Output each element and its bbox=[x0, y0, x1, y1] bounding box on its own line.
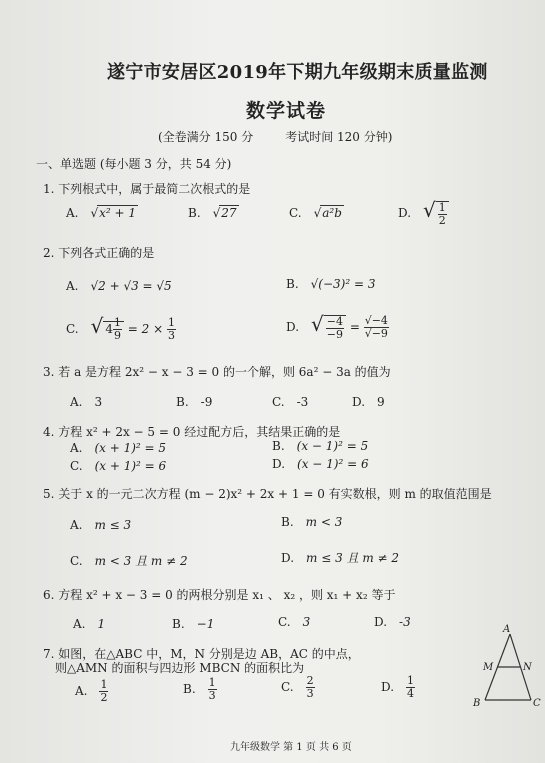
q1-option-d: D. √ $\frac{1}{2}$ bbox=[398, 198, 449, 227]
question-5: 5. 关于 x 的一元二次方程 (m − 2)x² + 2x + 1 = 0 有实数根，则 m 的取值范围是 bbox=[43, 487, 492, 501]
q5-option-a: A. m ≤ 3 bbox=[70, 518, 132, 532]
q3-option-c: C. -3 bbox=[272, 395, 309, 409]
q3-option-d: D. 9 bbox=[352, 395, 385, 409]
label-a: A bbox=[503, 624, 511, 635]
q4-option-b: B. (x − 1)² = 5 bbox=[272, 439, 369, 453]
q7-option-d: D. $\frac{1}{4}$ bbox=[381, 674, 415, 700]
question-7-line2: 则△AMN 的面积与四边形 MBCN 的面积比为 bbox=[55, 661, 305, 675]
q3-option-b: B. -9 bbox=[176, 395, 213, 409]
q1-option-a: A. √x² + 1 bbox=[66, 206, 137, 220]
question-4: 4. 方程 x² + 2x − 5 = 0 经过配方后，其结果正确的是 bbox=[43, 425, 341, 439]
exam-subtitle: 数学试卷 bbox=[246, 100, 327, 122]
q2-option-a: A. √2 + √3 = √5 bbox=[66, 279, 172, 293]
exam-info bbox=[158, 128, 424, 145]
label-n: N bbox=[523, 662, 532, 673]
q6-option-a: A. 1 bbox=[73, 617, 106, 631]
exam-time: 考试时间 120 分钟) bbox=[285, 130, 393, 144]
q3-option-a: A. 3 bbox=[70, 395, 103, 409]
q2-option-b: B. √(−3)² = 3 bbox=[286, 277, 376, 291]
q1-option-b: B. √27 bbox=[188, 206, 237, 220]
exam-title: 遂宁市安居区2019年下期九年级期末质量监测 bbox=[107, 62, 488, 83]
q7-option-c: C. $\frac{2}{3}$ bbox=[281, 674, 314, 700]
q1-option-c: C. √a²b bbox=[289, 206, 342, 220]
q5-option-c: C. m < 3 且 m ≠ 2 bbox=[70, 554, 188, 568]
label-m: M bbox=[483, 662, 494, 673]
q4-option-d: D. (x − 1)² = 6 bbox=[272, 457, 369, 471]
question-6: 6. 方程 x² + x − 3 = 0 的两根分别是 x₁ 、 x₂ ，则 x₁ + x₂ 等于 bbox=[43, 588, 396, 602]
label-c: C bbox=[533, 698, 541, 709]
q2-option-c: C. √ 4 $\frac{1}{9}$ = 2 × $\frac{1}{3}$ bbox=[66, 314, 175, 342]
question-2: 2. 下列各式正确的是 bbox=[43, 246, 155, 260]
label-b: B bbox=[473, 698, 481, 709]
q6-option-b: B. −1 bbox=[172, 617, 215, 631]
question-3: 3. 若 a 是方程 2x² − x − 3 = 0 的一个解，则 6a² − 3a 的值为 bbox=[43, 365, 391, 379]
q7-option-b: B. $\frac{1}{3}$ bbox=[183, 676, 216, 702]
question-7: 7. 如图，在△ABC 中，M，N 分别是边 AB，AC 的中点， bbox=[43, 647, 360, 661]
question-1: 1. 下列根式中，属于最简二次根式的是 bbox=[43, 182, 251, 196]
triangle-figure bbox=[465, 622, 545, 712]
q4-option-a: A. (x + 1)² = 5 bbox=[70, 441, 167, 455]
q6-option-d: D. -3 bbox=[374, 615, 411, 629]
q2-option-d: D. √ $\frac{-4}{-9}$ = $\frac{√-4}{√-9}$ bbox=[286, 312, 388, 341]
q7-option-a: A. $\frac{1}{2}$ bbox=[75, 678, 108, 704]
q5-option-d: D. m ≤ 3 且 m ≠ 2 bbox=[281, 551, 400, 565]
section-heading: 一、单选题 (每小题 3 分，共 54 分) bbox=[36, 157, 232, 171]
q4-option-c: C. (x + 1)² = 6 bbox=[70, 459, 167, 473]
full-score: (全卷满分 150 分 bbox=[158, 130, 254, 144]
q6-option-c: C. 3 bbox=[278, 615, 311, 629]
page-footer: 九年级数学 第 1 页 共 6 页 bbox=[230, 742, 352, 753]
q5-option-b: B. m < 3 bbox=[281, 515, 343, 529]
